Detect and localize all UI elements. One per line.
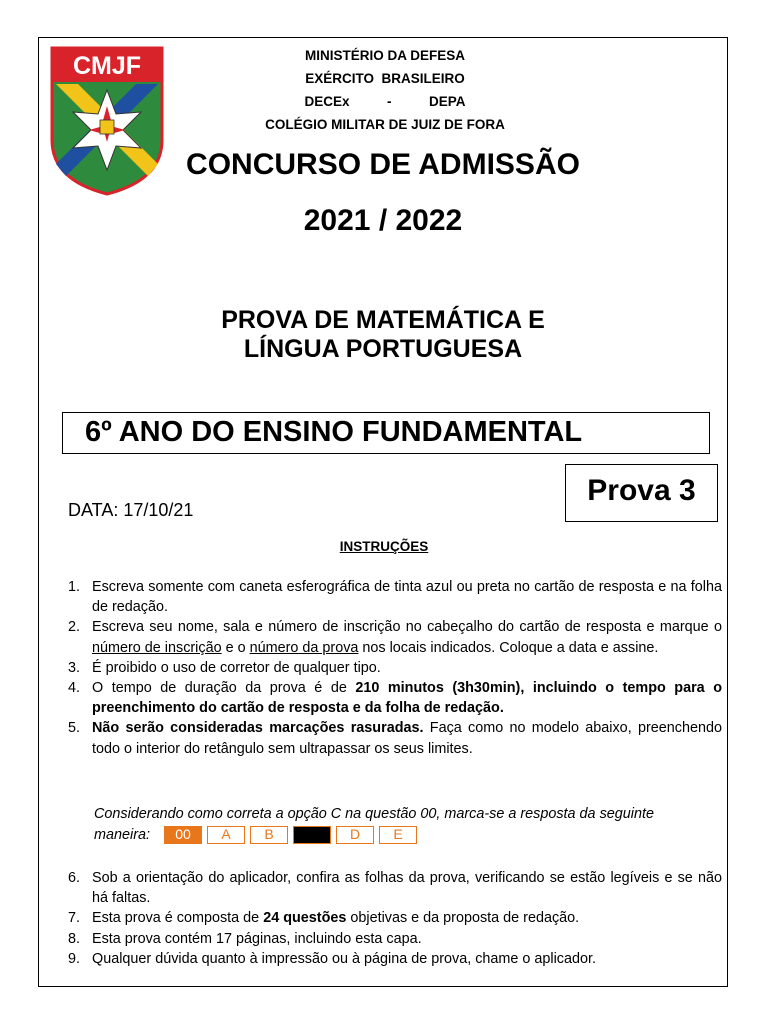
example-text: Considerando como correta a opção C na questão 00, marca-se a resposta da seguinte: [94, 806, 654, 822]
instruction-item: 1. Escreva somente com caneta esferográfica de tinta azul ou preta no cartão de resposta e na folha de redação.: [68, 579, 722, 616]
grade-text: 6º ANO DO ENSINO FUNDAMENTAL: [85, 416, 583, 448]
prova-number-box: Prova 3: [565, 464, 718, 522]
exam-date: DATA: 17/10/21: [68, 500, 194, 520]
option-c-filled-box: [293, 826, 331, 844]
header-line: COLÉGIO MILITAR DE JUIZ DE FORA: [265, 117, 505, 132]
instruction-item: 3. É proibido o uso de corretor de qualquer tipo.: [68, 659, 381, 676]
example-text: maneira:: [94, 826, 150, 843]
answer-bubbles: [164, 826, 417, 844]
instruction-item: 6. Sob a orientação do aplicador, confira as folhas da prova, verificando se estão legíveis e se não há faltas.: [68, 870, 722, 907]
instruction-item: 5. Não serão consideradas marcações rasuradas. Faça como no modelo abaixo, preenchendo todo o interior do retângulo sem ultrapassar os seus limites.: [68, 720, 722, 757]
option-e-box: E: [379, 826, 417, 844]
svg-text:CMJF: CMJF: [72, 52, 142, 80]
instructions-list: [68, 577, 722, 759]
instructions-heading: INSTRUÇÕES: [339, 539, 429, 554]
grade-box: [62, 412, 710, 454]
exam-title: CONCURSO DE ADMISSÃO: [186, 148, 580, 181]
option-a-box: A: [207, 826, 245, 844]
question-number-box: 00: [164, 826, 202, 844]
exam-years: 2021 / 2022: [303, 204, 463, 237]
instruction-item: 2. Escreva seu nome, sala e número de inscrição no cabeçalho do cartão de resposta e marque o número de inscrição e o número da prova nos locais indicados. Coloque a data e assine.: [68, 619, 722, 656]
subject-line: PROVA DE MATEMÁTICA E: [221, 306, 545, 334]
header-line: DECEx - DEPA: [304, 94, 466, 109]
instruction-item: 9. Qualquer dúvida quanto à impressão ou à página de prova, chame o aplicador.: [68, 950, 597, 967]
instructions-list-2: [68, 868, 722, 969]
subject-line: LÍNGUA PORTUGUESA: [243, 335, 523, 363]
cmjf-logo: [48, 44, 166, 196]
header-line: MINISTÉRIO DA DEFESA: [304, 48, 465, 63]
instruction-item: 8. Esta prova contém 17 páginas, incluindo esta capa.: [68, 930, 422, 947]
answer-example: [94, 804, 722, 845]
subject-title: [120, 306, 646, 364]
instruction-item: 7. Esta prova é composta de 24 questões objetivas e da proposta de redação.: [68, 910, 580, 927]
header-line: EXÉRCITO BRASILEIRO: [305, 71, 465, 86]
option-b-box: B: [250, 826, 288, 844]
header-lines: [230, 44, 540, 136]
option-d-box: D: [336, 826, 374, 844]
instruction-item: 4. O tempo de duração da prova é de 210 minutos (3h30min), incluindo o tempo para o preenchimento do cartão de resposta e da folha de redação.: [68, 680, 722, 717]
